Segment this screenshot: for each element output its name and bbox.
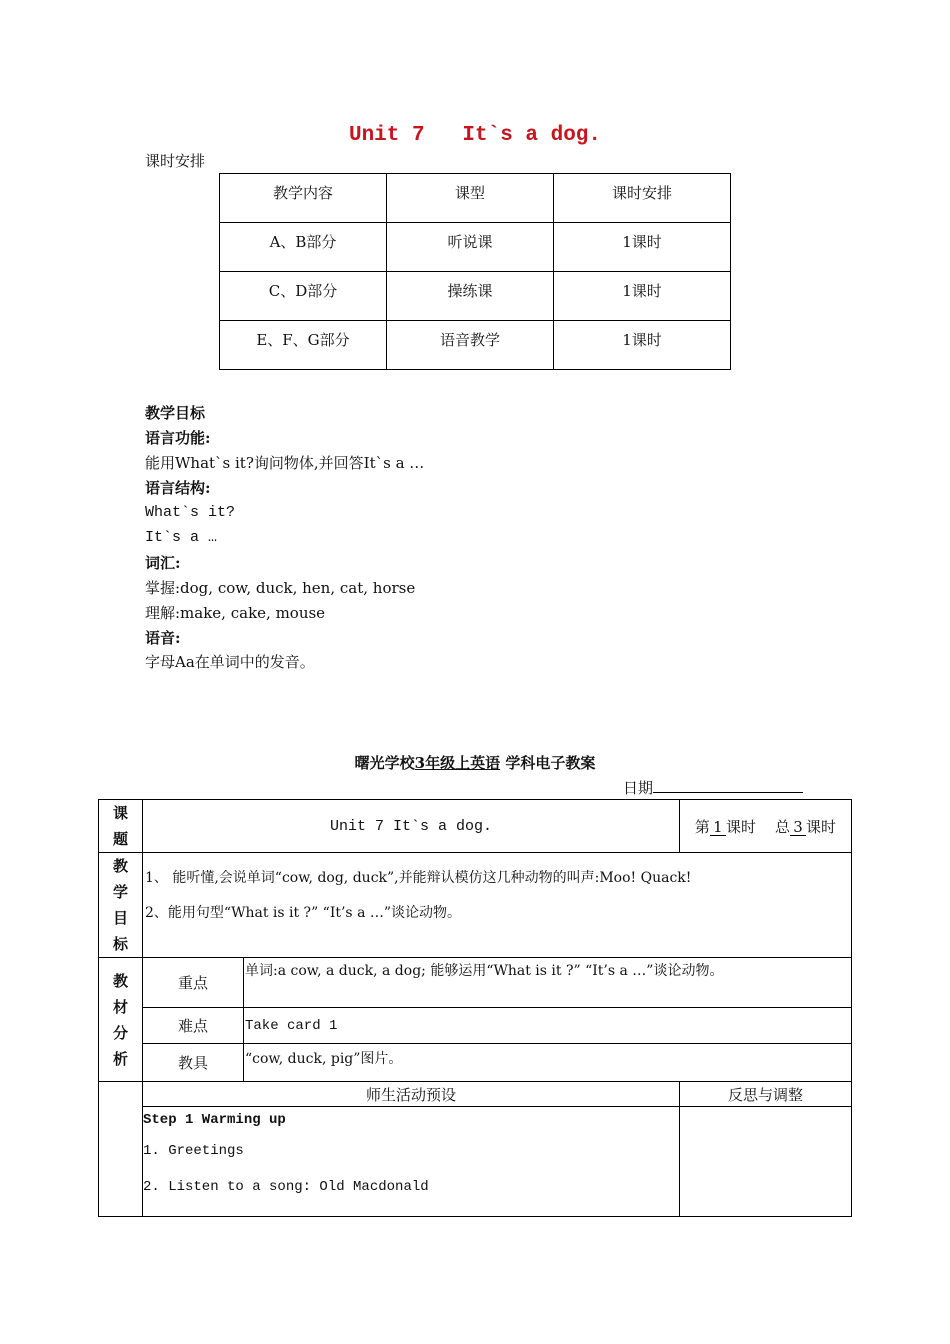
function-text: 能用What`s it?询问物体,并回答It`s a … <box>145 454 425 472</box>
phonics-heading: 语音: <box>145 629 181 647</box>
analysis-label: 教 材 分 析 <box>99 958 143 1082</box>
activity-header: 师生活动预设 <box>143 1082 680 1107</box>
structure-line-2: It`s a … <box>145 529 218 546</box>
activity-header-row <box>99 1082 852 1107</box>
phonics-text: 字母Aa在单词中的发音。 <box>145 653 315 671</box>
schedule-label: 课时安排 <box>145 152 206 170</box>
tools-value: “cow, duck, pig”图片。 <box>244 1044 852 1082</box>
table-cell: 操练课 <box>387 272 554 321</box>
topic-label: 课 题 <box>99 800 143 853</box>
table-cell: E、F、G部分 <box>220 321 387 370</box>
vocab-master: 掌握:dog, cow, duck, hen, cat, horse <box>145 579 416 597</box>
school-name: 曙光学校 <box>354 754 415 772</box>
header-cell: 课型 <box>387 174 554 223</box>
reflection-cell <box>680 1107 852 1217</box>
goals-content <box>143 853 852 958</box>
step-1-item-1: 1. Greetings <box>143 1143 244 1159</box>
table-cell: 1课时 <box>554 223 731 272</box>
reflection-header: 反思与调整 <box>680 1082 852 1107</box>
table-cell: 1课时 <box>554 321 731 370</box>
table-row <box>220 272 731 321</box>
step-content <box>143 1107 680 1217</box>
date-blank <box>653 778 803 793</box>
plan-title-suffix: 学科电子教案 <box>505 754 596 772</box>
difficulty-value: Take card 1 <box>244 1008 852 1044</box>
table-row <box>220 223 731 272</box>
goals-label: 教 学 目 标 <box>99 853 143 958</box>
lesson-count: 第 1 课时 总 3 课时 <box>680 800 852 853</box>
difficulty-label: 难点 <box>143 1008 244 1044</box>
lesson-plan-title <box>0 752 950 773</box>
goals-row <box>99 853 852 958</box>
table-cell: C、D部分 <box>220 272 387 321</box>
step-1-heading: Step 1 Warming up <box>143 1112 286 1128</box>
vocab-understand: 理解:make, cake, mouse <box>145 604 326 622</box>
table-row <box>220 321 731 370</box>
schedule-table <box>219 173 731 370</box>
lesson-plan-table <box>98 799 852 1217</box>
key-point-row <box>99 958 852 1008</box>
vocab-heading: 词汇: <box>145 554 181 572</box>
page-title: Unit 7 It`s a dog. <box>348 124 602 147</box>
difficulty-row <box>99 1008 852 1044</box>
topic-value: Unit 7 It`s a dog. <box>143 800 680 853</box>
table-cell: 听说课 <box>387 223 554 272</box>
objectives-heading: 教学目标 <box>145 404 206 422</box>
goal-1: 1、 能听懂,会说单词“cow, dog, duck”,并能辩认模仿这几种动物的叫声:Moo! Quack! <box>145 870 692 886</box>
table-cell: A、B部分 <box>220 223 387 272</box>
tools-label: 教具 <box>143 1044 244 1082</box>
header-cell: 教学内容 <box>220 174 387 223</box>
function-heading: 语言功能: <box>145 429 211 447</box>
topic-row <box>99 800 852 853</box>
table-cell: 语音教学 <box>387 321 554 370</box>
structure-line-1: What`s it? <box>145 504 236 521</box>
date-label: 日期 <box>623 779 654 797</box>
table-cell: 1课时 <box>554 272 731 321</box>
table-header-row <box>220 174 731 223</box>
step-1-item-2: 2. Listen to a song: Old Macdonald <box>143 1179 429 1195</box>
key-point-value: 单词:a cow, a duck, a dog; 能够运用“What is it ?” “It’s a …”谈论动物。 <box>244 958 852 1008</box>
key-point-label: 重点 <box>143 958 244 1008</box>
grade-subject: 3年级上英语 <box>414 754 501 772</box>
empty-label-cell <box>99 1082 143 1217</box>
header-cell: 课时安排 <box>554 174 731 223</box>
structure-heading: 语言结构: <box>145 479 211 497</box>
tools-row <box>99 1044 852 1082</box>
date-field <box>623 777 803 798</box>
goal-2: 2、能用句型“What is it ?” “It’s a …”谈论动物。 <box>145 905 462 921</box>
step-row <box>99 1107 852 1217</box>
